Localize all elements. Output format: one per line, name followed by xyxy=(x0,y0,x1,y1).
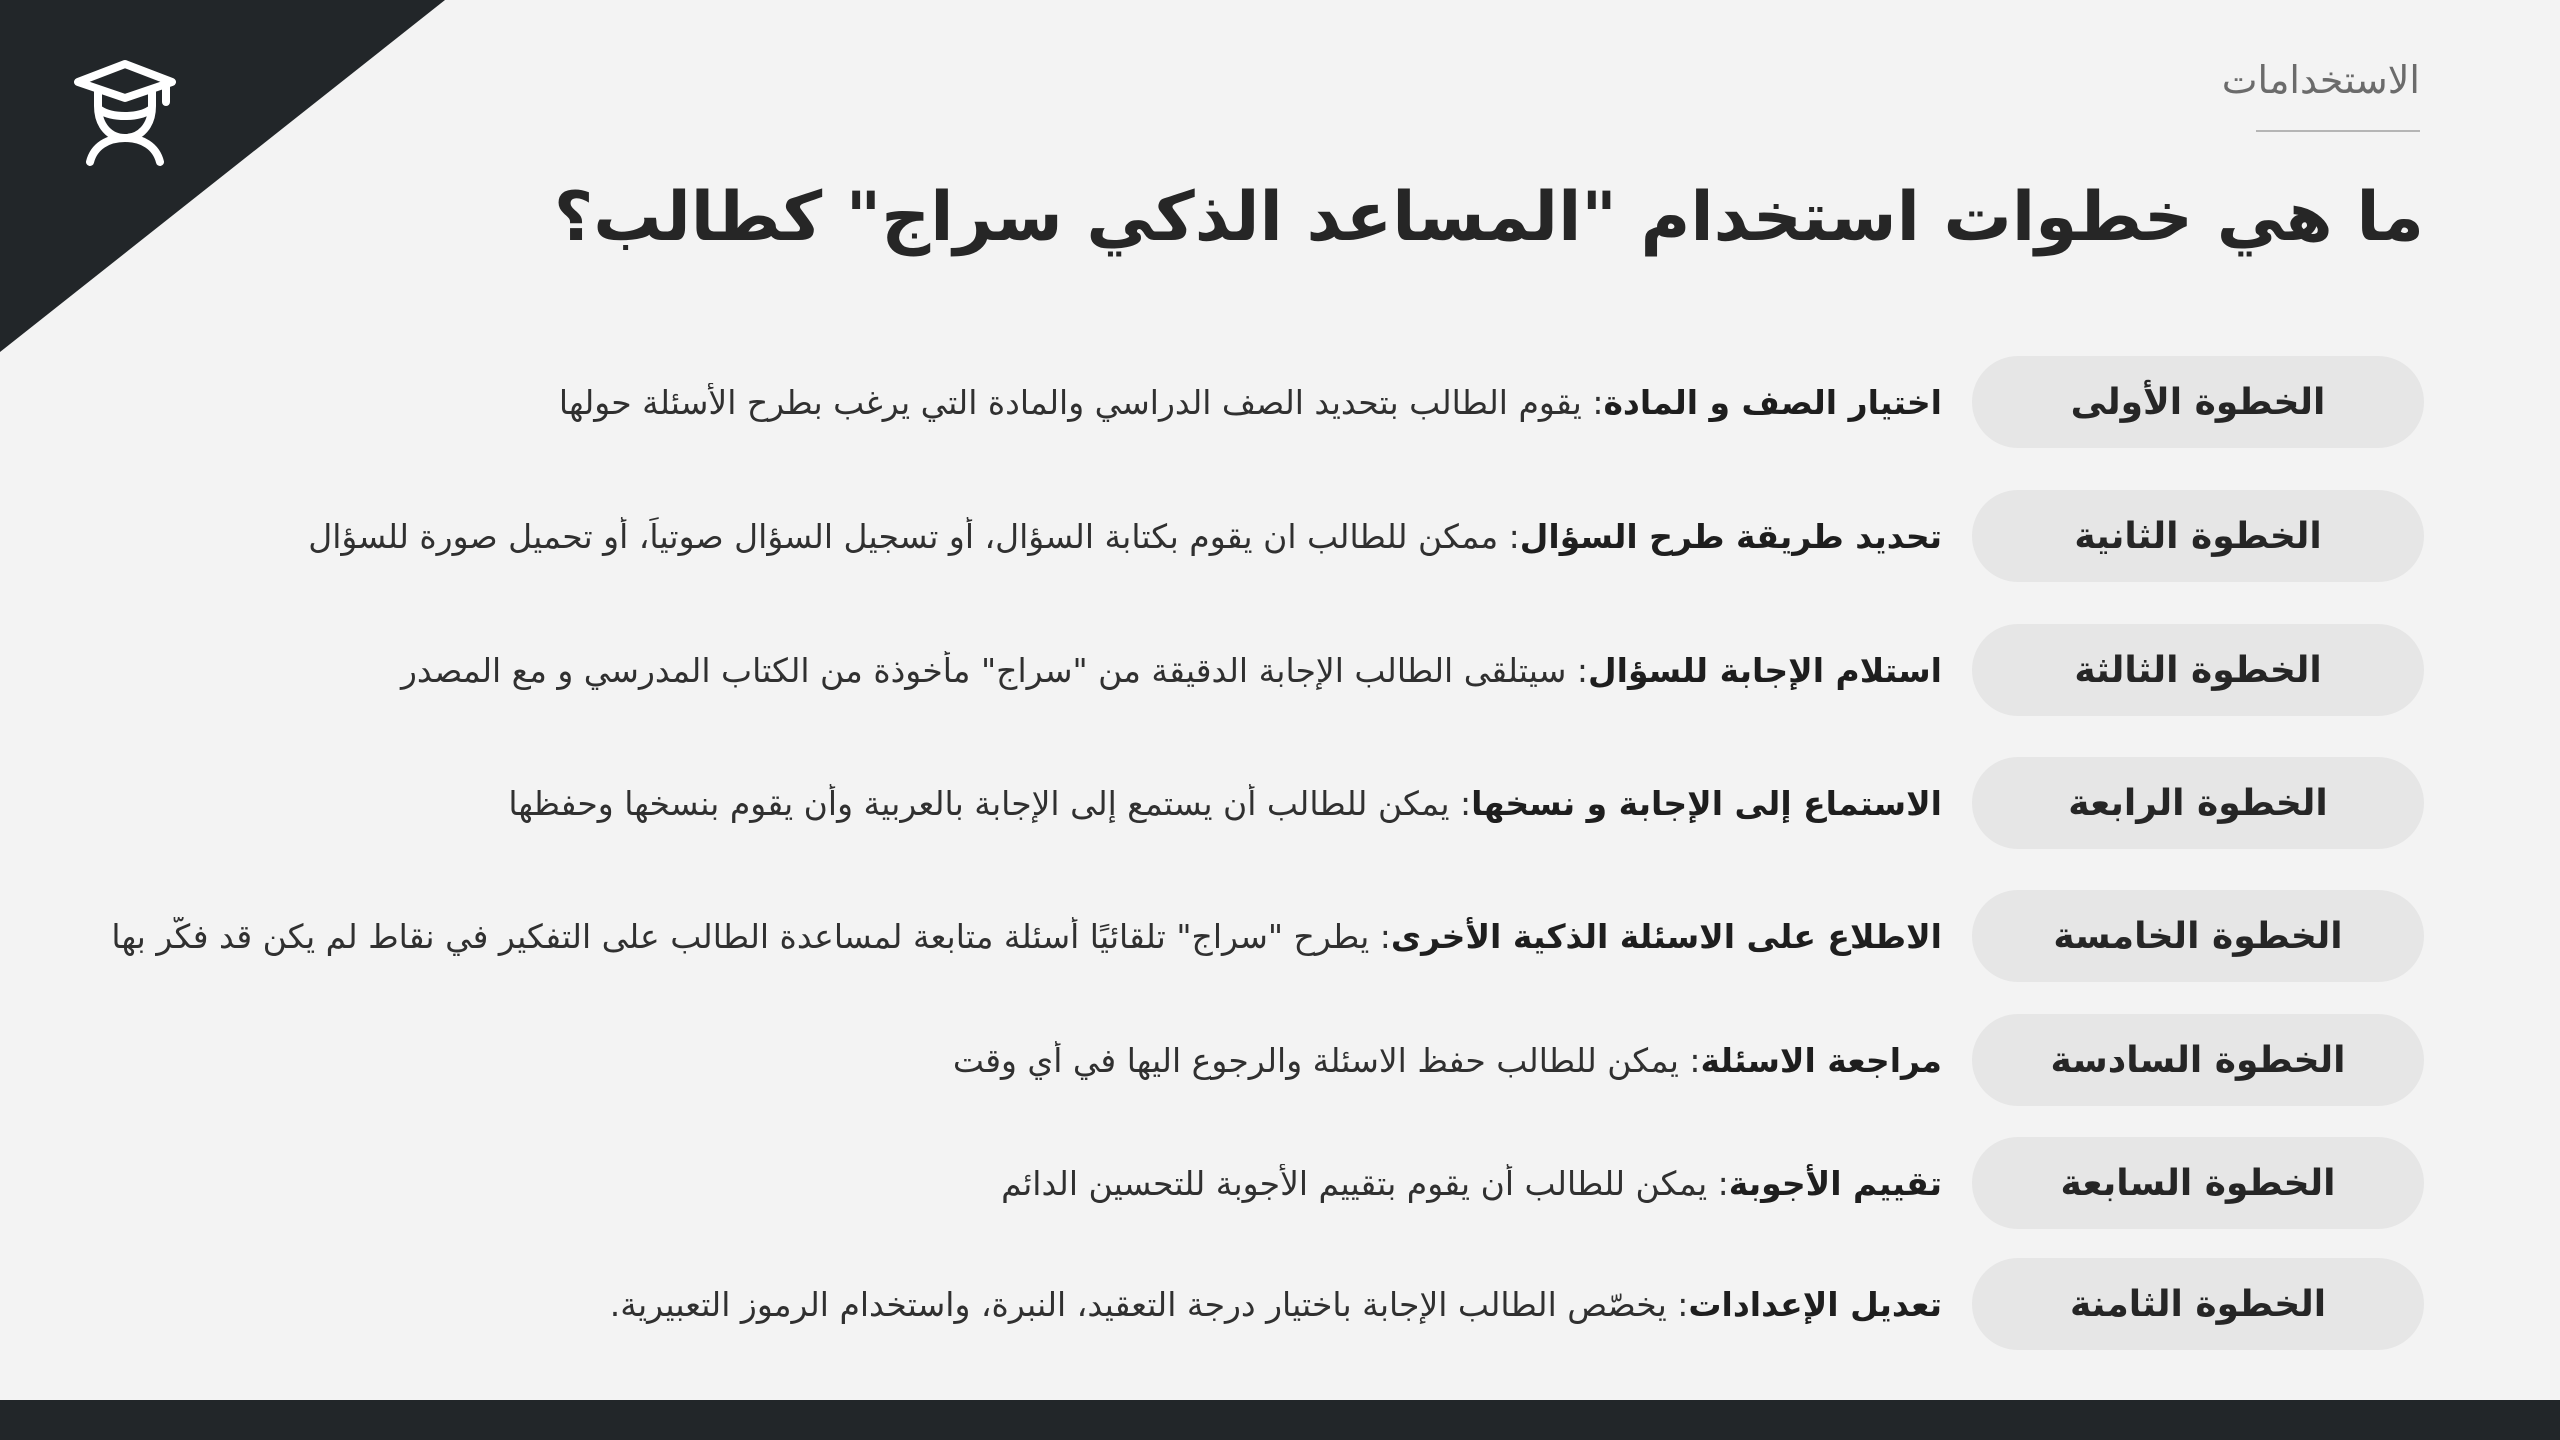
step-row-4 xyxy=(80,757,2424,849)
graduate-icon xyxy=(70,58,180,168)
step-description xyxy=(80,1164,1942,1203)
step-detail: : يخصّص الطالب الإجابة باختيار درجة التعقيد، النبرة، واستخدام الرموز التعبيرية. xyxy=(609,1284,1689,1324)
step-heading: تحديد طريقة طرح السؤال xyxy=(1519,516,1942,556)
step-label-pill: الخطوة الثالثة xyxy=(1972,624,2424,716)
step-detail: : يمكن للطالب أن يقوم بتقييم الأجوبة للتحسين الدائم xyxy=(1001,1163,1729,1203)
step-row-3 xyxy=(80,624,2424,716)
step-label-pill: الخطوة الأولى xyxy=(1972,356,2424,448)
step-label-pill: الخطوة الرابعة xyxy=(1972,757,2424,849)
step-detail: : يطرح "سراج" تلقائيًا أسئلة متابعة لمساعدة الطالب على التفكير في نقاط لم يكن قد فكّر بها xyxy=(111,916,1391,956)
step-description xyxy=(80,784,1942,823)
footer-bar xyxy=(0,1400,2560,1440)
section-underline xyxy=(2256,130,2420,132)
step-row-1 xyxy=(80,356,2424,448)
step-description xyxy=(80,651,1942,690)
step-row-5 xyxy=(80,890,2424,982)
page-title: ما هي خطوات استخدام "المساعد الذكي سراج" كطالب؟ xyxy=(553,178,2424,257)
step-heading: استلام الإجابة للسؤال xyxy=(1588,650,1942,690)
step-row-8 xyxy=(80,1258,2424,1350)
step-heading: تقييم الأجوبة xyxy=(1728,1163,1942,1203)
step-description xyxy=(80,517,1942,556)
step-heading: الاطلاع على الاسئلة الذكية الأخرى xyxy=(1390,916,1942,956)
step-row-7 xyxy=(80,1137,2424,1229)
step-label-pill: الخطوة الخامسة xyxy=(1972,890,2424,982)
step-heading: اختيار الصف و المادة xyxy=(1603,382,1942,422)
step-detail: : يمكن للطالب أن يستمع إلى الإجابة بالعربية وأن يقوم بنسخها وحفظها xyxy=(508,783,1472,823)
step-label-pill: الخطوة السادسة xyxy=(1972,1014,2424,1106)
corner-decoration xyxy=(0,0,445,352)
step-description xyxy=(80,1285,1942,1324)
step-heading: تعديل الإعدادات xyxy=(1688,1284,1942,1324)
step-description xyxy=(80,917,1942,956)
step-detail: : ممكن للطالب ان يقوم بكتابة السؤال، أو تسجيل السؤال صوتياً، أو تحميل صورة للسؤال xyxy=(308,516,1520,556)
section-label: الاستخدامات xyxy=(2221,58,2420,102)
step-detail: : سيتلقى الطالب الإجابة الدقيقة من "سراج" مأخوذة من الكتاب المدرسي و مع المصدر xyxy=(400,650,1588,690)
step-description xyxy=(80,1041,1942,1080)
step-heading: مراجعة الاسئلة xyxy=(1700,1040,1942,1080)
step-detail: : يقوم الطالب بتحديد الصف الدراسي والمادة التي يرغب بطرح الأسئلة حولها xyxy=(558,382,1604,422)
step-heading: الاستماع إلى الإجابة و نسخها xyxy=(1471,783,1942,823)
step-label-pill: الخطوة السابعة xyxy=(1972,1137,2424,1229)
step-label-pill: الخطوة الثامنة xyxy=(1972,1258,2424,1350)
step-description xyxy=(80,383,1942,422)
step-row-6 xyxy=(80,1014,2424,1106)
step-row-2 xyxy=(80,490,2424,582)
step-detail: : يمكن للطالب حفظ الاسئلة والرجوع اليها في أي وقت xyxy=(952,1040,1701,1080)
step-label-pill: الخطوة الثانية xyxy=(1972,490,2424,582)
